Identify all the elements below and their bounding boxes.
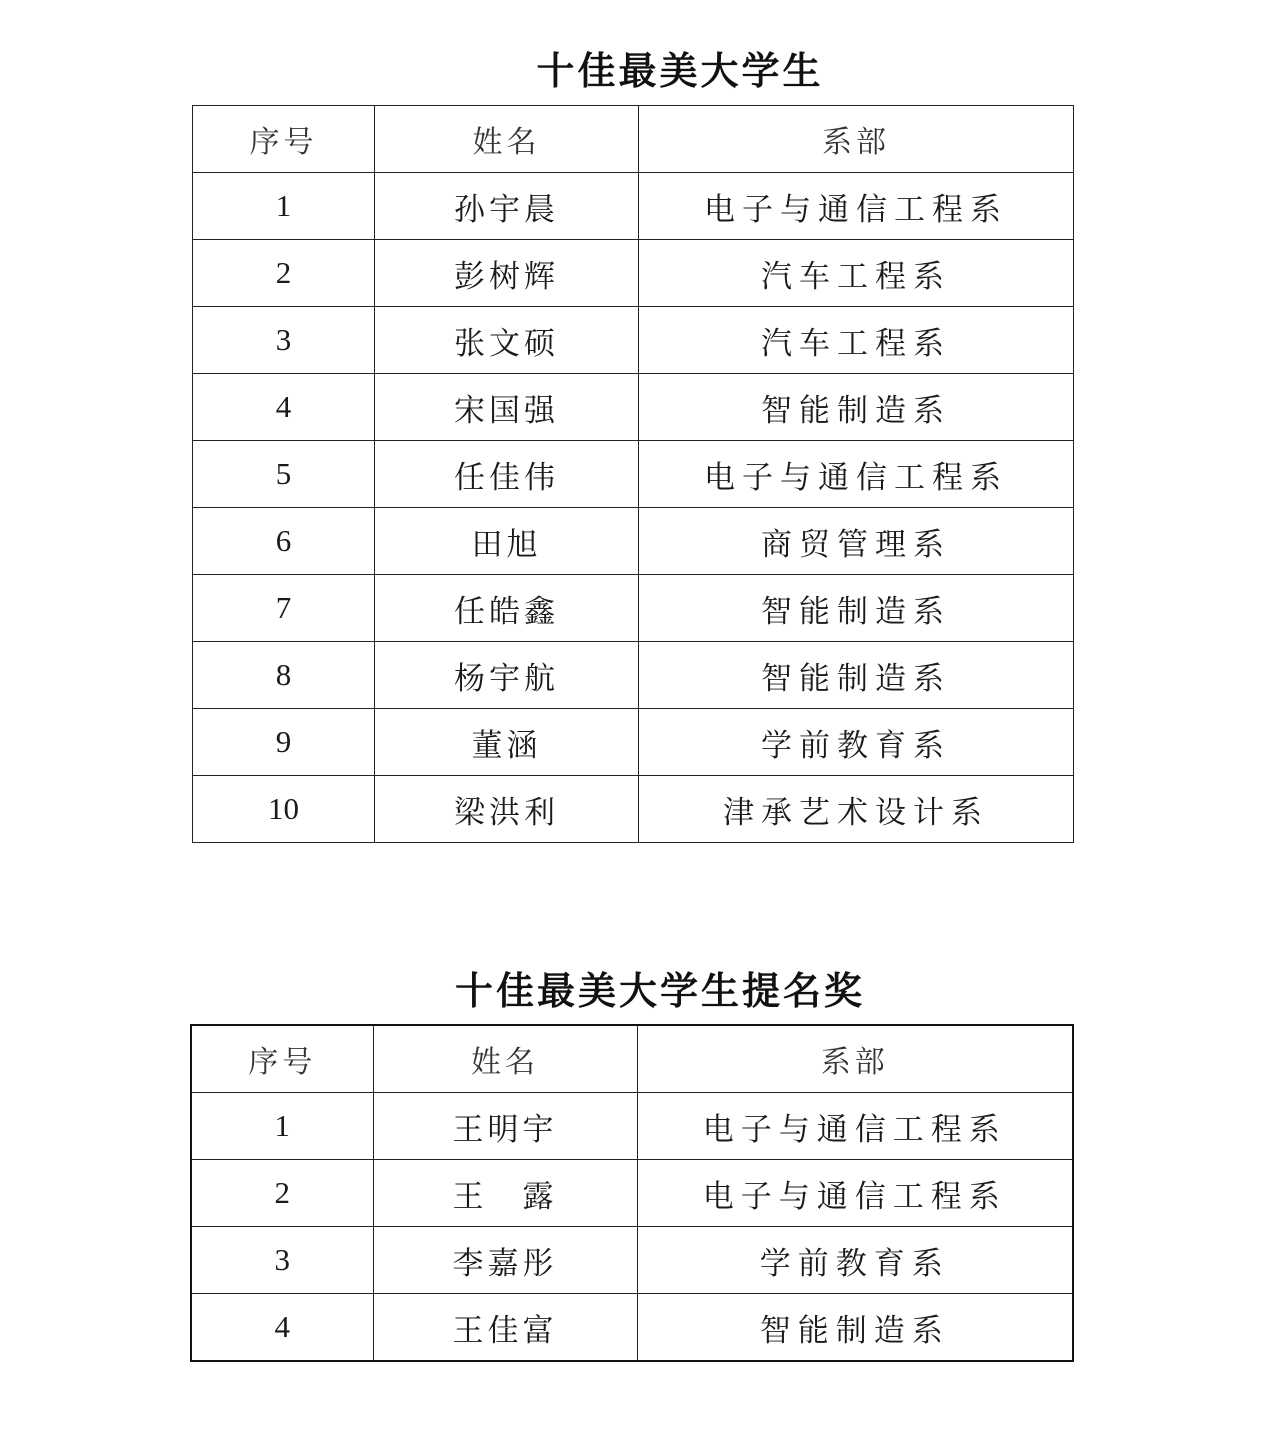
column-header-index: 序号 — [191, 1025, 373, 1093]
cell-name: 张文硕 — [375, 307, 639, 374]
cell-name: 杨宇航 — [375, 642, 639, 709]
cell-department: 电子与通信工程系 — [637, 1093, 1073, 1160]
cell-index: 1 — [193, 173, 375, 240]
cell-name: 王佳富 — [373, 1294, 637, 1362]
table-row — [191, 1294, 1073, 1362]
table-row — [193, 374, 1074, 441]
section-title-top-ten: 十佳最美大学生 — [536, 49, 824, 93]
column-header-name: 姓名 — [373, 1025, 637, 1093]
cell-name: 任佳伟 — [375, 441, 639, 508]
cell-index: 2 — [191, 1160, 373, 1227]
table-row — [191, 1160, 1073, 1227]
cell-department: 智能制造系 — [637, 1294, 1073, 1362]
cell-index: 3 — [193, 307, 375, 374]
cell-name: 王明宇 — [373, 1093, 637, 1160]
column-header-department: 系部 — [639, 106, 1074, 173]
table-row — [193, 575, 1074, 642]
table-row — [193, 709, 1074, 776]
cell-index: 9 — [193, 709, 375, 776]
cell-name: 王 露 — [373, 1160, 637, 1227]
cell-index: 10 — [193, 776, 375, 843]
cell-department: 学前教育系 — [637, 1227, 1073, 1294]
cell-name: 彭树辉 — [375, 240, 639, 307]
cell-index: 1 — [191, 1093, 373, 1160]
table-row — [191, 1093, 1073, 1160]
column-header-name: 姓名 — [375, 106, 639, 173]
cell-index: 4 — [191, 1294, 373, 1362]
column-header-department: 系部 — [637, 1025, 1073, 1093]
nomination-table — [190, 1024, 1074, 1362]
section-title-nomination: 十佳最美大学生提名奖 — [454, 969, 865, 1013]
table-row — [193, 173, 1074, 240]
cell-department: 汽车工程系 — [639, 307, 1074, 374]
cell-index: 3 — [191, 1227, 373, 1294]
table-row — [193, 441, 1074, 508]
cell-name: 孙宇晨 — [375, 173, 639, 240]
cell-index: 7 — [193, 575, 375, 642]
cell-name: 梁洪利 — [375, 776, 639, 843]
table-row — [193, 776, 1074, 843]
table-row — [193, 307, 1074, 374]
cell-department: 津承艺术设计系 — [639, 776, 1074, 843]
cell-name: 李嘉彤 — [373, 1227, 637, 1294]
table-row — [193, 508, 1074, 575]
cell-index: 8 — [193, 642, 375, 709]
cell-department: 电子与通信工程系 — [639, 441, 1074, 508]
cell-index: 4 — [193, 374, 375, 441]
cell-department: 智能制造系 — [639, 374, 1074, 441]
cell-index: 5 — [193, 441, 375, 508]
cell-department: 汽车工程系 — [639, 240, 1074, 307]
table-row — [191, 1227, 1073, 1294]
cell-department: 学前教育系 — [639, 709, 1074, 776]
cell-name: 任皓鑫 — [375, 575, 639, 642]
cell-department: 智能制造系 — [639, 642, 1074, 709]
table-row — [193, 240, 1074, 307]
cell-name: 田旭 — [375, 508, 639, 575]
cell-department: 商贸管理系 — [639, 508, 1074, 575]
cell-department: 智能制造系 — [639, 575, 1074, 642]
cell-department: 电子与通信工程系 — [639, 173, 1074, 240]
cell-name: 董涵 — [375, 709, 639, 776]
table-header-row — [191, 1025, 1073, 1093]
cell-index: 6 — [193, 508, 375, 575]
table-header-row — [193, 106, 1074, 173]
cell-department: 电子与通信工程系 — [637, 1160, 1073, 1227]
cell-name: 宋国强 — [375, 374, 639, 441]
cell-index: 2 — [193, 240, 375, 307]
top-ten-table — [192, 105, 1074, 843]
column-header-index: 序号 — [193, 106, 375, 173]
table-row — [193, 642, 1074, 709]
